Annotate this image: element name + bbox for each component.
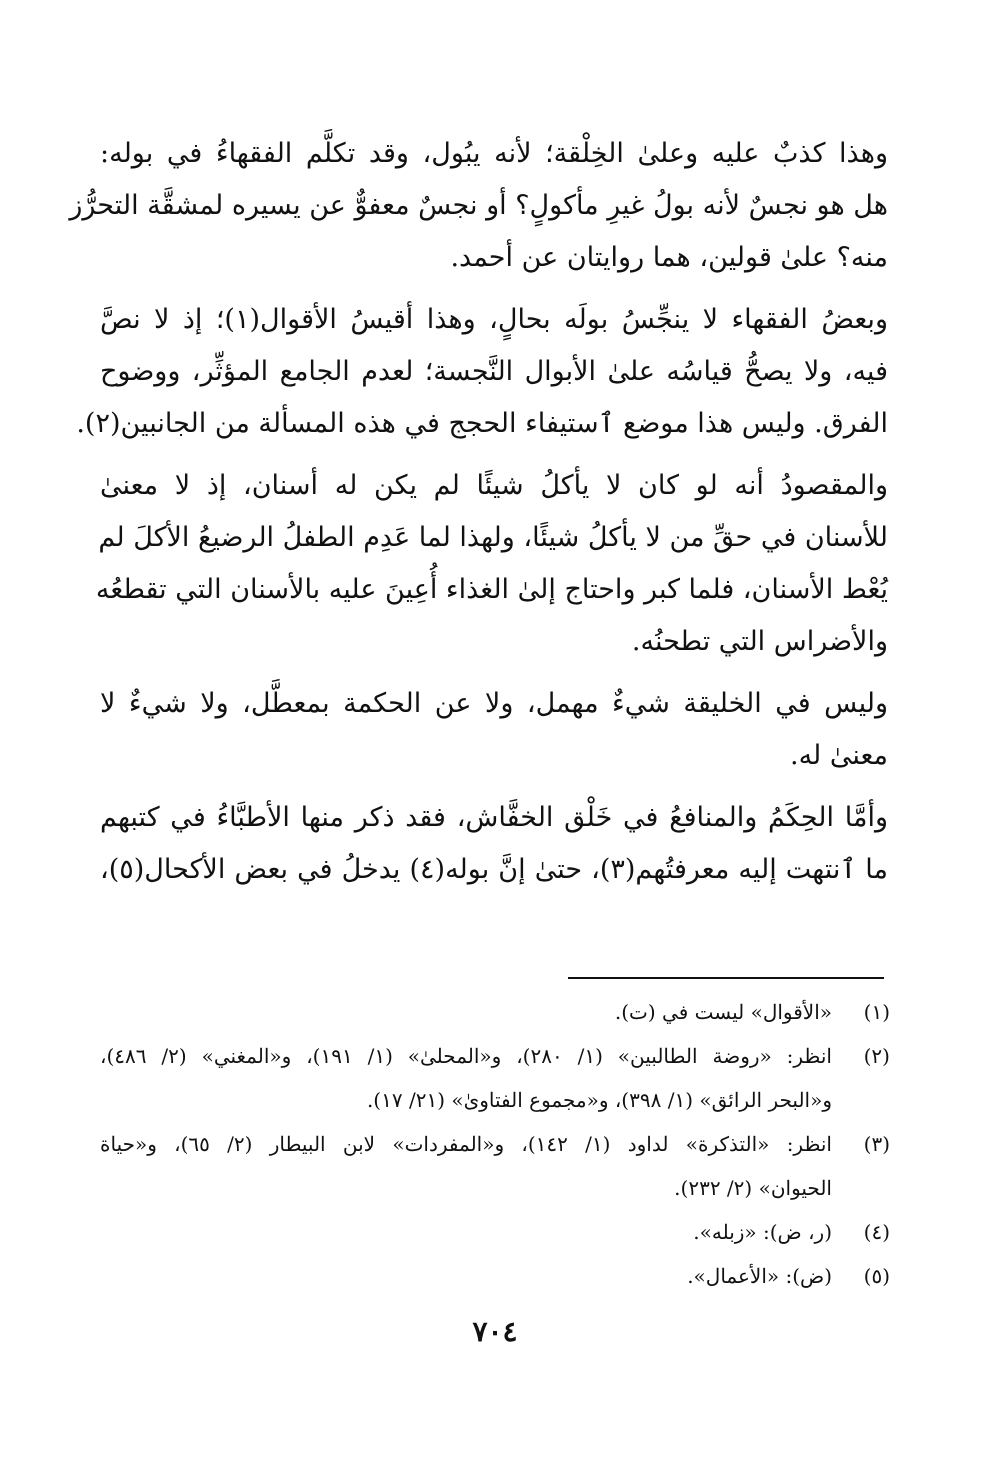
text-line: معنىٰ له. [789,740,888,771]
footnote [100,990,890,1034]
footnote-text: «الأقوال» ليست في (ت). [614,1000,832,1024]
footnote-text: انظر: «التذكرة» لداود (١/ ١٤٢)، و«المفردات» لابن البيطار (٢/ ٦٥)، و«حياة [100,1132,832,1156]
text-line: وهذا كذبٌ عليه وعلىٰ الخِلْقة؛ لأنه يبُول، وقد تكلَّم الفقهاءُ في بوله: [100,138,888,169]
text-line: وليس في الخليقة شيءٌ مهمل، ولا عن الحكمة بمعطَّل، ولا شيءٌ لا [100,688,888,719]
main-text [69,128,888,906]
paragraph [76,294,888,450]
text-line: فيه، ولا يصحُّ قياسُه علىٰ الأبوال النَّجسة؛ لعدم الجامع المؤثِّر، ووضوح [100,356,888,387]
footnote [100,1210,890,1254]
footnote-text: و«البحر الرائق» (١/ ٣٩٨)، و«مجموع الفتاوىٰ» (٢١/ ١٧). [366,1088,832,1112]
text-line: هل هو نجسٌ لأنه بولُ غيرِ مأكولٍ؟ أو نجسٌ معفوٌّ عن يسيره لمشقَّة التحرُّز [69,190,888,221]
footnote-text: (ض): «الأعمال». [687,1264,832,1288]
text-line: ما ٱنتهت إليه معرفتُهم(٣)، حتىٰ إنَّ بوله(٤) يدخلُ في بعض الأكحال(٥)، [100,854,888,885]
text-line: للأسنان في حقِّ من لا يأكلُ شيئًا، ولهذا لما عَدِم الطفلُ الرضيعُ الأكلَ لم [98,522,888,553]
footnote-text: (ر، ض): «زبله». [693,1220,832,1244]
page-number: ٧٠٤ [472,1315,518,1348]
footnote [100,1122,890,1210]
text-line: والأضراس التي تطحنُه. [631,626,888,657]
paragraph [100,678,888,782]
footnote-number: (٣) [863,1132,890,1156]
footnote-number: (٥) [863,1264,890,1288]
paragraph [95,460,888,668]
footnote-text: الحيوان» (٢/ ٢٣٢). [674,1176,832,1200]
text-line: والمقصودُ أنه لو كان لا يأكلُ شيئًا لم يكن له أسنان، إذ لا معنىٰ [100,470,888,501]
footnote-text: انظر: «روضة الطالبين» (١/ ٢٨٠)، و«المحلىٰ» (١/ ١٩١)، و«المغني» (٢/ ٤٨٦)، [100,1044,832,1068]
text-line: الفرق. وليس هذا موضع ٱستيفاء الحجج في هذه المسألة من الجانبين(٢). [76,408,888,439]
footnote [100,1254,890,1298]
text-line: وأمَّا الحِكَمُ والمنافعُ في خَلْق الخفَّاش، فقد ذكر منها الأطبَّاءُ في كتبهم [100,802,888,833]
text-line: وبعضُ الفقهاء لا ينجِّسُ بولَه بحالٍ، وهذا أقيسُ الأقوال(١)؛ إذ لا نصَّ [100,304,888,335]
paragraph [69,128,888,284]
footnote-number: (٤) [863,1220,890,1244]
footnote [100,1034,890,1122]
paragraph [100,792,888,896]
footnotes [100,990,890,1298]
text-line: منه؟ علىٰ قولين، هما روايتان عن أحمد. [450,242,888,273]
footnote-number: (٢) [863,1044,890,1068]
footnote-divider [568,977,884,979]
footnote-number: (١) [863,1000,890,1024]
text-line: يُعْط الأسنان، فلما كبر واحتاج إلىٰ الغذاء أُعِينَ عليه بالأسنان التي تقطعُه [95,574,888,605]
